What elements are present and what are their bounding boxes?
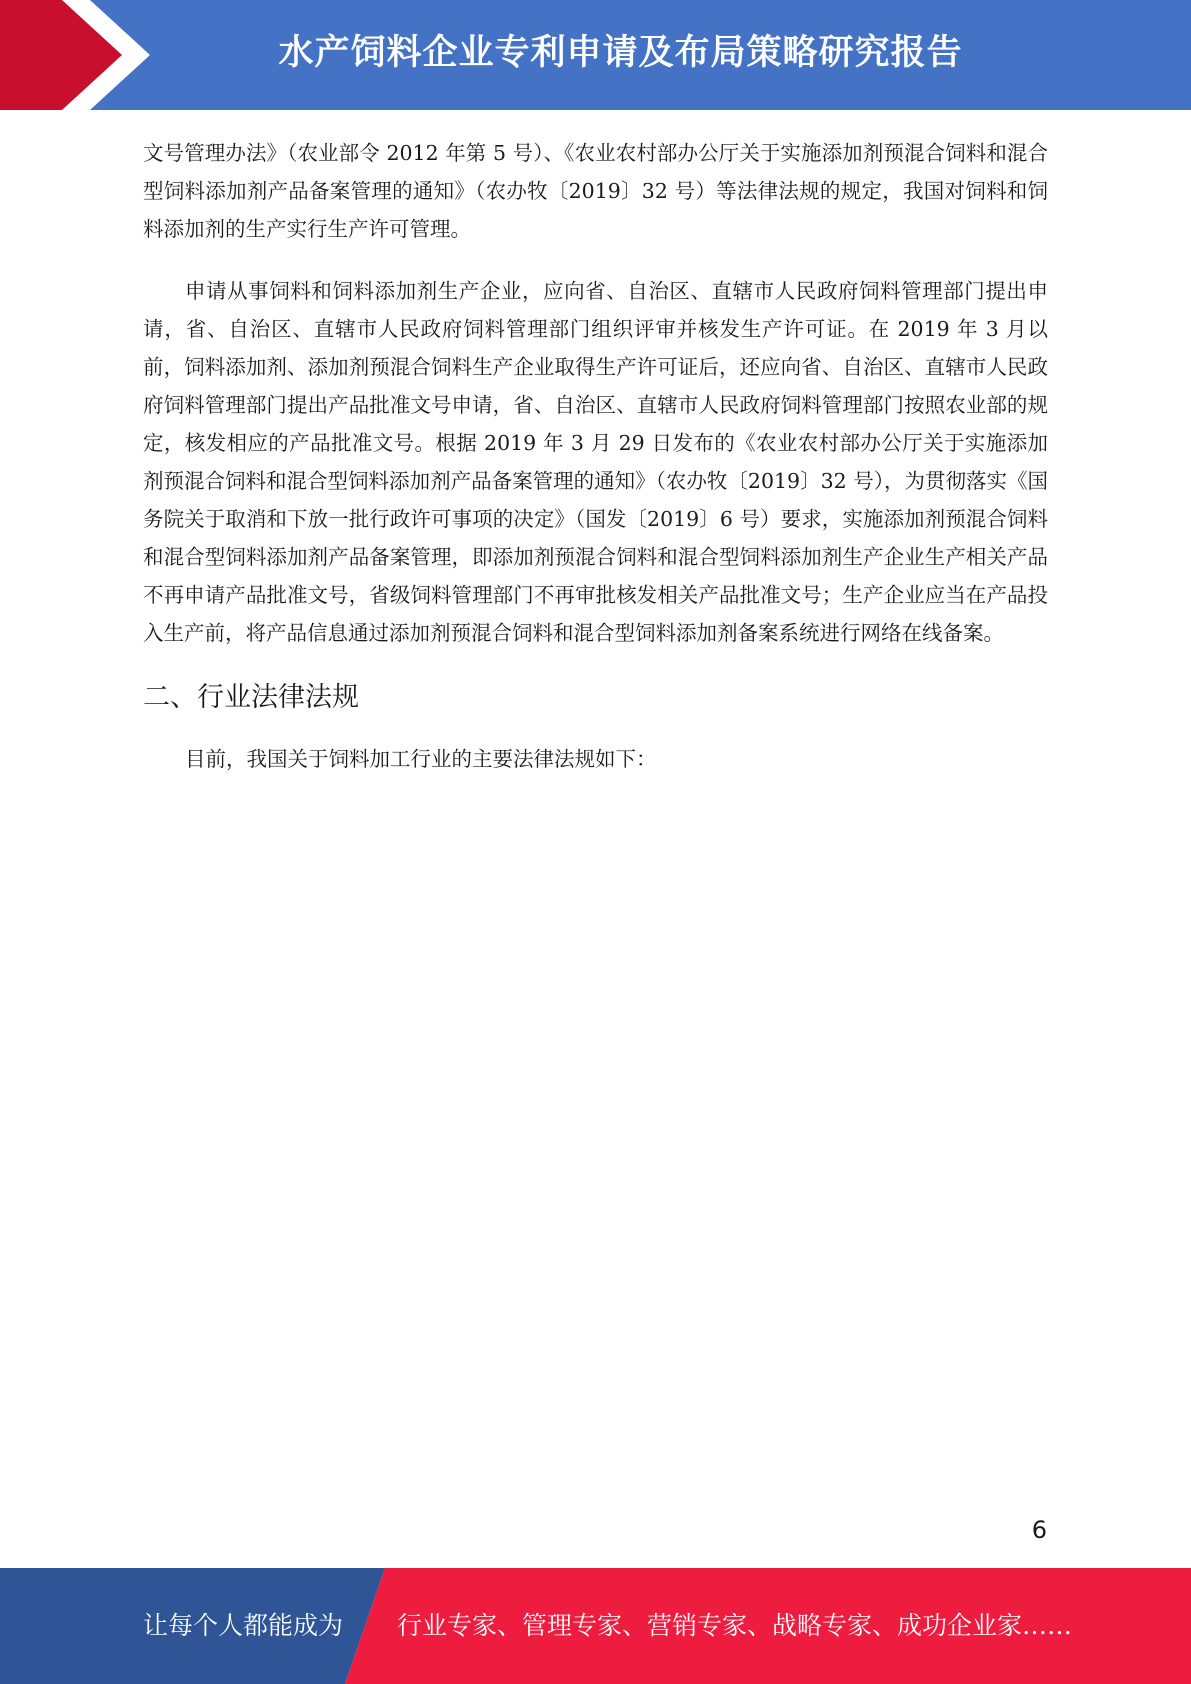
footer-slogan-right: 行业专家、管理专家、营销专家、战略专家、成功企业家…… [397, 1611, 1073, 1640]
section-intro: 目前，我国关于饲料加工行业的主要法律法规如下： [185, 747, 657, 771]
page-number: 6 [1031, 1516, 1047, 1544]
section-heading: 二、行业法律法规 [143, 682, 359, 713]
page-content [143, 134, 1048, 778]
body-paragraph-1: 文号管理办法》（农业部令 2012 年第 5 号）、《农业农村部办公厅关于实施添加剂预混合饲料和混合型饲料添加剂产品备案管理的通知》（农办牧〔2019〕32 号）等法律法规的规定，我国对饲料和饲料添加剂的生产实行生产许可管理。 [143, 141, 1048, 241]
footer-slogan-left: 让每个人都能成为 [143, 1611, 344, 1640]
report-title: 水产饲料企业专利申请及布局策略研究报告 [278, 33, 963, 73]
body-paragraph-2: 申请从事饲料和饲料添加剂生产企业，应向省、自治区、直辖市人民政府饲料管理部门提出申请，省、自治区、直辖市人民政府饲料管理部门组织评审并核发生产许可证。在 2019 年 3 月以前，饲料添加剂、添加剂预混合饲料生产企业取得生产许可证后，还应向省、自治区、直辖市人民政府饲料管理部门提出产品批准文号申请，省、自治区、直辖市人民政府饲料管理部门按照农业部的规定，核发相应的产品批准文号。根据 2019 年 3 月 29 日发布的《农业农村部办公厅关于实施添加剂预混合饲料和混合型饲料添加剂产品备案管理的通知》（农办牧〔2019〕32 号），为贯彻落实《国务院关于取消和下放一批行政许可事项的决定》（国发〔2019〕6 号）要求，实施添加剂预混合饲料和混合型饲料添加剂产品备案管理，即添加剂预混合饲料和混合型饲料添加剂生产企业生产相关产品不再申请产品批准文号，省级饲料管理部门不再审批核发相关产品批准文号；生产企业应当在产品投入生产前，将产品信息通过添加剂预混合饲料和混合型饲料添加剂备案系统进行网络在线备案。 [143, 279, 1048, 645]
page-header [0, 0, 1191, 110]
page-footer [0, 1568, 1191, 1684]
